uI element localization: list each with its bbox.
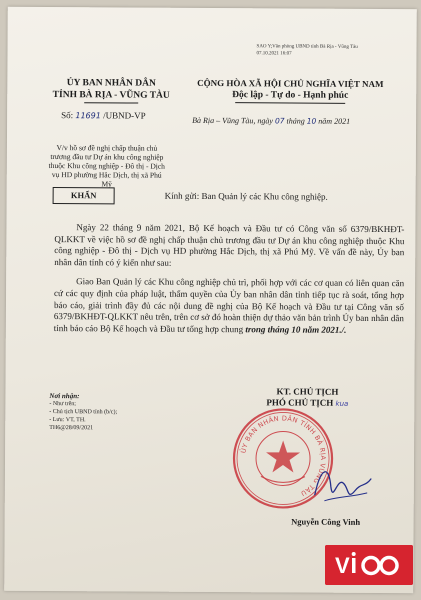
issuer-line2: TỈNH BÀ RỊA - VŨNG TÀU [52,90,170,101]
date-month-label: tháng [286,116,305,126]
issuer-rule [84,102,138,103]
recipients-item-1: - Như trên; [49,401,76,408]
recipients-block [49,392,199,433]
body-paragraph-2 [54,276,404,336]
body-paragraph-2-deadline: trong tháng 10 năm 2021./. [245,323,347,335]
subject-line: V/v hồ sơ đề nghị chấp thuận chủ trương đầu tư Dự án khu công nghiệp thuộc Khu công nghiệp - Đô thị - Dịch vụ HD phường Hắc Dịch, thị xã Phú Mỹ [48,143,165,189]
date-day: 07 [274,116,285,126]
signature-line1: KT. CHỦ TỊCH [276,386,339,397]
signer-name: Nguyễn Công Vinh [291,516,361,527]
date-prefix: Bà Rịa – Vũng Tàu, ngày [192,115,274,126]
national-title: CỘNG HÒA XÃ HỘI CHỦ NGHĨA VIỆT NAM [197,77,384,90]
svg-text:V: V [335,553,350,578]
recipients-title: Nơi nhận: [49,392,80,401]
handwritten-signature [307,457,377,517]
issuer-header [41,77,181,123]
copy-stamp-line1: SAO Y;Văn phòng UBND tỉnh Bà Rịa - Vũng Tàu [256,44,358,50]
signature-role: PHÓ CHỦ TỊCH [266,397,334,408]
recipients-item-3: - Lưu: VT, TH. [49,417,86,424]
recipients-item-2: - Chủ tịch UBND tỉnh (b/c); [49,409,118,416]
body-paragraph-2-text: Giao Ban Quản lý các Khu công nghiệp chủ trì, phối hợp với các cơ quan có liên quan căn cứ các quy định của pháp luật, thẩm quyền của Ủy ban nhân dân tỉnh tiếp tục rà soát, tổng hợp báo cáo, giải trình đầy đủ các nội dung đề nghị của Bộ Kế hoạch và Đầu tư tại Công văn số 6379/BKHĐT-QLKKT nêu trên, trên cơ sở đó hoàn thiện dự thảo văn bản trình Ủy ban nhân dân tỉnh báo cáo Bộ Kế hoạch và Đầu tư tổng hợp chung [53,276,405,334]
copy-stamp-line2: 07.10.2021 16:07 [256,50,292,56]
document-number-suffix: /UBND-VP [103,110,146,121]
handwritten-initial: kua [335,399,349,408]
document-page [4,7,417,593]
document-body [54,222,405,344]
document-number-prefix: Số: [61,110,74,121]
document-number [41,109,181,123]
date-line [192,116,402,126]
body-paragraph-1: Ngày 22 tháng 9 năm 2021, Bộ Kế hoạch và Đầu tư có Công văn số 6379/BKHĐT-QLKKT về việc hồ sơ đề nghị chấp thuận chủ trương đầu tư Dự án khu công nghiệp thuộc Khu công nghiệp - Đô thị - Dịch vụ HD phường Hắc Dịch, thị xã Phú Mỹ. Về vấn đề này, Ủy ban nhân dân tỉnh có ý kiến như sau: [54,222,405,268]
national-motto: Độc lập - Tự do - Hạnh phúc [232,90,349,101]
vioo-logo [325,545,413,585]
national-header [179,78,401,104]
date-month: 10 [306,116,317,126]
svg-text:ỦY BAN NHÂN DÂN TỈNH BÀ RỊA VŨ: ỦY BAN NHÂN DÂN TỈNH BÀ RỊA VŨNG TÀU [239,414,328,498]
date-year: năm 2021 [318,116,351,126]
document-number-handwritten: 11691 [75,111,101,121]
issuer-line1: ỦY BAN NHÂN DÂN [66,78,156,89]
national-rule [235,102,345,104]
recipient-line: Kính gửi: Ban Quản lý các Khu công nghiệp. [164,190,328,202]
copy-stamp [256,44,396,58]
recipients-code: TH6@28/09/2021 [49,425,94,432]
urgent-label: KHẨN [53,187,115,204]
